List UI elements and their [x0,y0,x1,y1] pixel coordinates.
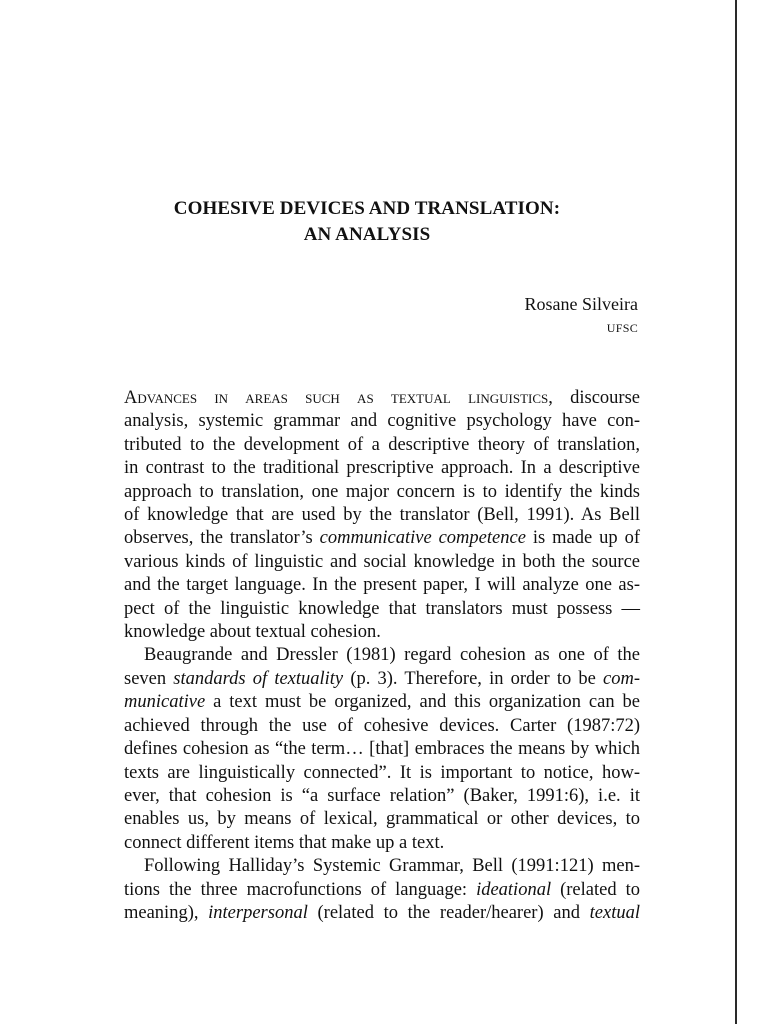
text-line: and the target language. In the present paper, I will analyze one as- [124,575,640,596]
text-line: texts are linguistically connected”. It is important to notice, how- [124,762,640,783]
title-line-2: AN ANALYSIS [303,224,431,245]
text-line [124,879,640,902]
text-span: (related to [551,879,641,900]
text-line: achieved through the use of cohesive devices. Carter (1987:72) [124,715,640,736]
page-edge-divider [735,0,737,1024]
text-span: seven [124,668,174,689]
text-span: observes, the translator’s [124,528,320,549]
text-span: (related to the reader/hearer) and [307,902,590,923]
text-line [124,902,640,925]
text-line: knowledge about textual cohesion. [124,622,381,643]
text-line [124,691,640,714]
italic-term: standards of textuality [173,668,344,689]
text-line: in contrast to the traditional prescriptive approach. In a descriptive [124,458,640,479]
text-span: meaning), [124,902,209,923]
text-line [124,527,640,550]
italic-term: com- [603,668,640,689]
text-line: Beaugrande and Dressler (1981) regard cohesion as one of the [144,645,640,666]
author-block [525,293,638,337]
text-line [124,668,640,691]
text-span: tions the three macrofunctions of language: [124,879,477,900]
title-line-1: COHESIVE DEVICES AND TRANSLATION: [173,198,561,219]
text-span: discourse [552,388,640,408]
text-span: a text must be organized, and this organization can be [205,692,640,713]
text-line: enables us, by means of lexical, grammatical or other devices, to [124,809,640,830]
text-line: approach to translation, one major concern is to identify the kinds [124,481,640,502]
lead-in-small-caps: Advances in areas such as textual linguistics, [124,388,553,408]
text-line: ever, that cohesion is “a surface relation” (Baker, 1991:6), i.e. it [124,785,640,806]
text-line: connect different items that make up a text. [124,832,445,853]
text-line: pect of the linguistic knowledge that translators must possess — [124,598,640,619]
text-span: (p. 3). Therefore, in order to be [343,668,604,689]
body-text [124,387,640,925]
paragraph-1 [124,387,640,644]
italic-term: interpersonal [208,902,308,923]
italic-term: municative [124,692,206,713]
text-line: analysis, systemic grammar and cognitive psychology have con- [124,411,640,432]
author-name: Rosane Silveira [524,294,638,314]
paragraph-3 [124,855,640,925]
text-line: Following Halliday’s Systemic Grammar, Bell (1991:121) men- [144,856,640,877]
italic-term: textual [589,902,640,923]
author-affiliation: UFSC [606,321,638,335]
paper-title [0,196,734,248]
text-line: tributed to the development of a descriptive theory of translation, [124,434,640,455]
text-line [124,387,640,410]
paragraph-2 [124,644,640,855]
italic-term: communicative competence [319,528,526,549]
text-span: is made up of [525,528,640,549]
text-line: defines cohesion as “the term… [that] embraces the means by which [124,739,640,760]
italic-term: ideational [476,879,552,900]
text-line: of knowledge that are used by the translator (Bell, 1991). As Bell [124,505,640,526]
text-line: various kinds of linguistic and social knowledge in both the source [124,551,640,572]
